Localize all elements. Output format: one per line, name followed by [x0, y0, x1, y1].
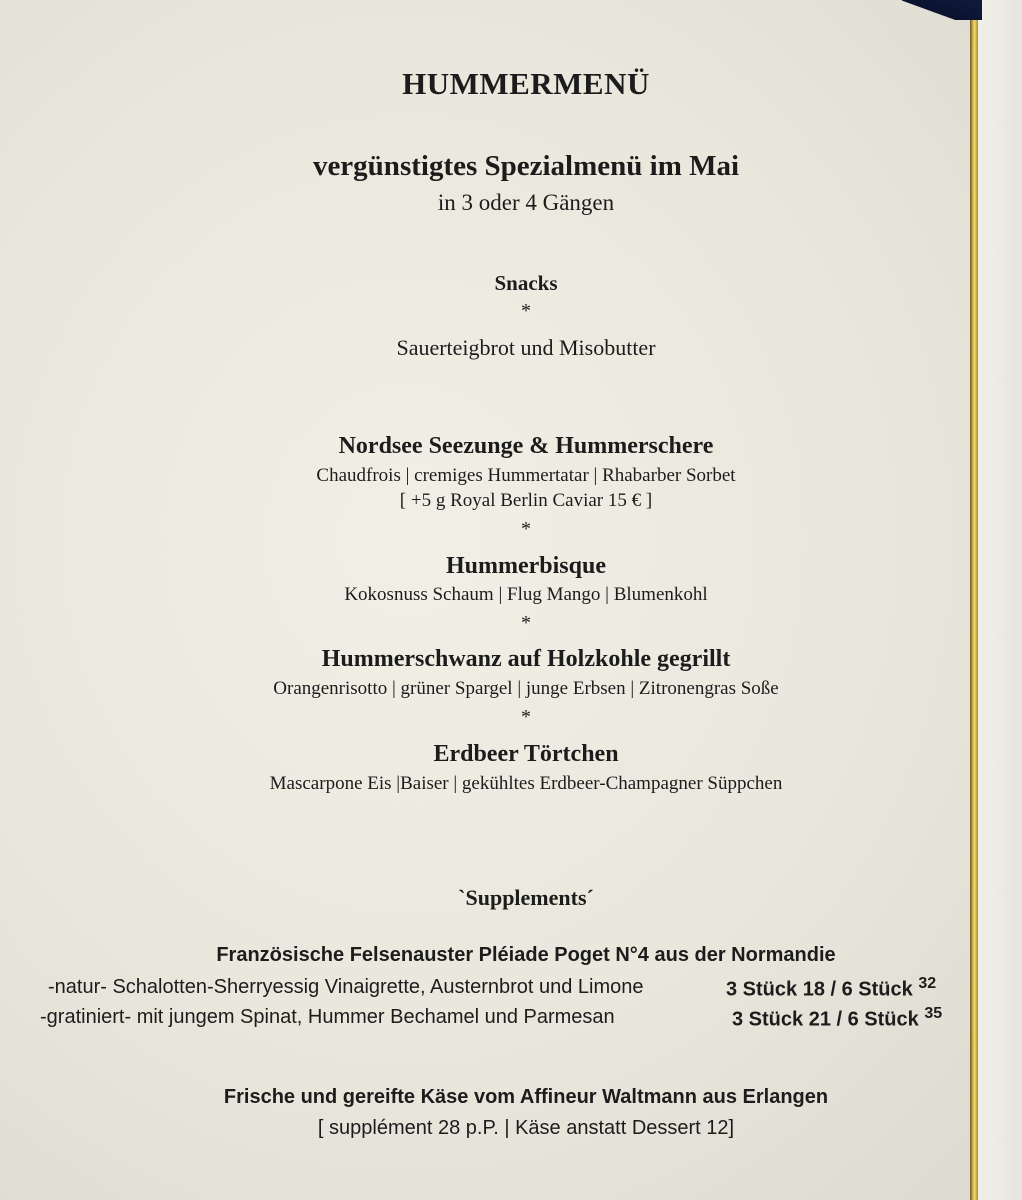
course-1-desc: Chaudfrois | cremiges Hummertatar | Rhabarber Sorbet: [316, 465, 736, 486]
snacks-heading: Snacks: [494, 271, 558, 295]
snacks-item: Sauerteigbrot und Misobutter: [396, 335, 656, 360]
separator: *: [521, 706, 531, 728]
separator: *: [521, 518, 531, 540]
course-3-desc: Orangenrisotto | grüner Spargel | junge Erbsen | Zitronengras Soße: [273, 678, 779, 699]
course-3-name: Hummerschwanz auf Holzkohle gegrillt: [321, 646, 731, 672]
course-1-name: Nordsee Seezunge & Hummerschere: [338, 433, 714, 459]
separator: *: [521, 612, 531, 634]
separator: *: [521, 300, 531, 322]
courses-note: in 3 oder 4 Gängen: [437, 190, 615, 215]
course-2-name: Hummerbisque: [445, 553, 606, 579]
oysters-natur-desc: -natur- Schalotten-Sherryessig Vinaigrette, Austernbrot und Limone: [48, 976, 644, 998]
oysters-natur-price: 3 Stück 18 / 6 Stück $^{32}$: [726, 975, 937, 1001]
supplements-heading: `Supplements´: [458, 885, 594, 910]
cheese-name: Frische und gereifte Käse vom Affineur Waltmann aus Erlangen: [223, 1086, 829, 1108]
course-2-desc: Kokosnuss Schaum | Flug Mango | Blumenkohl: [344, 584, 708, 605]
menu-title: HUMMERMENÜ: [402, 66, 650, 101]
menu-subtitle: vergünstigtes Spezialmenü im Mai: [312, 150, 740, 182]
cheese-price: [ supplément 28 p.P. | Käse anstatt Dessert 12]: [317, 1117, 735, 1139]
course-1-extra: [ +5 g Royal Berlin Caviar 15 € ]: [399, 490, 653, 511]
course-4-name: Erdbeer Törtchen: [433, 741, 619, 767]
oysters-grat-price: 3 Stück 21 / 6 Stück $^{35}$: [732, 1005, 943, 1031]
course-4-desc: Mascarpone Eis |Baiser | gekühltes Erdbeer-Champagner Süppchen: [269, 773, 783, 794]
oysters-grat-desc: -gratiniert- mit jungem Spinat, Hummer Bechamel und Parmesan: [40, 1006, 615, 1028]
oysters-name: Französische Felsenauster Pléiade Poget N°4 aus der Normandie: [216, 944, 836, 966]
